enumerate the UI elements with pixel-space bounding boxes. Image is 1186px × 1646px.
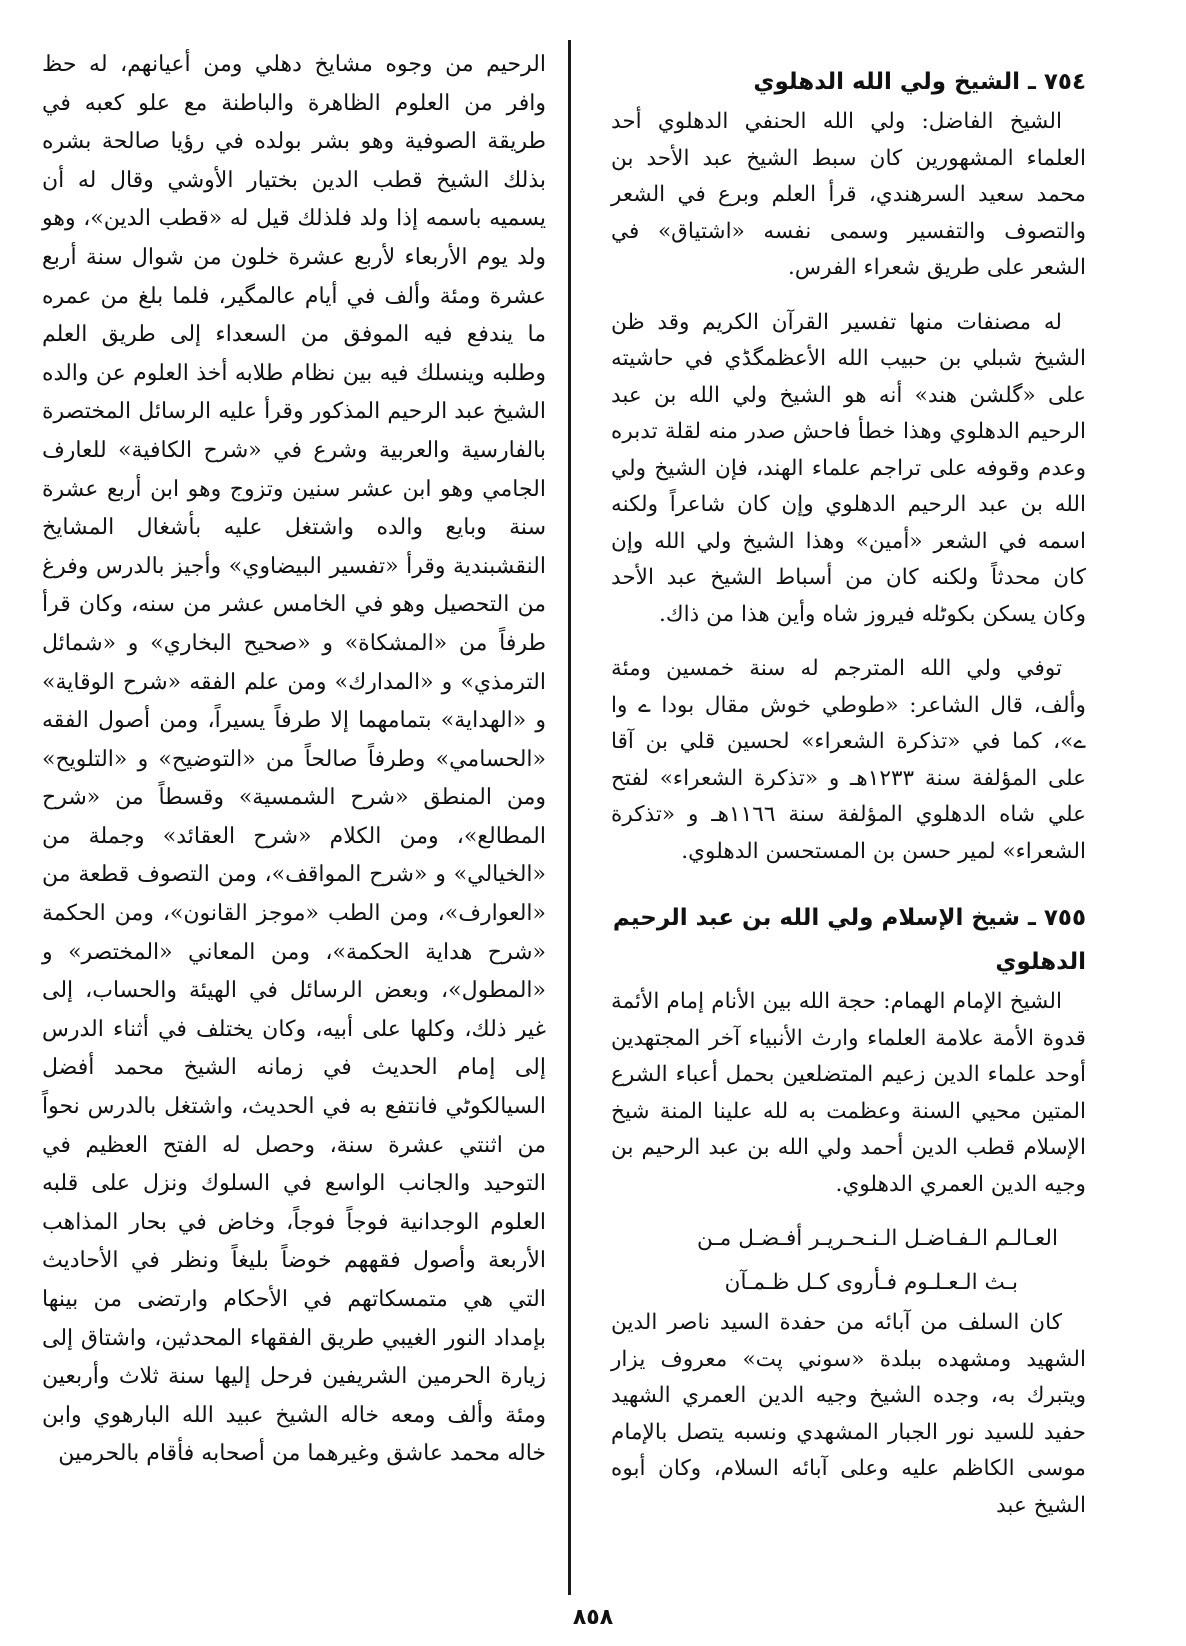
page-number: ٨٥٨ (572, 1605, 614, 1630)
verse-line-1: العـالـم الـفـاضـل الـنـحـريـر أفـضـل مـن (697, 1226, 1058, 1251)
left-column (42, 46, 546, 1474)
entry-755-heading: ٧٥٥ ـ شيخ الإسلام ولي الله بن عبد الرحيم الدهلوي (612, 905, 1086, 975)
left-column-paragraph: الرحيم من وجوه مشايخ دهلي ومن أعيانهم، له حظ وافر من العلوم الظاهرة والباطنة مع علو كعبه في طريقة الصوفية وهو بشر بولده في رؤيا صالحة بشره بذلك الشيخ قطب الدين بختيار الأوشي وقال له أن يسميه باسمه إذا ولد فلذلك قيل له «قطب الدين»، وهو ولد يوم الأربعاء لأربع عشرة خلون من شوال سنة أربع عشرة ومئة وألف في أيام عالمگير، فلما بلغ من عمره ما يندفع فيه الموفق من السعداء إلى طريق العلم وطلبه وينسلك فيه بين نظام طلابه أخذ العلوم عن والده الشيخ عبد الرحيم المذكور وقرأ عليه الرسائل المختصرة بالفارسية والعربية وشرع في «شرح الكافية» للعارف الجامي وهو ابن عشر سنين وتزوج وهو ابن أربع عشرة سنة وبايع والده واشتغل عليه بأشغال المشايخ النقشبندية وقرأ «تفسير البيضاوي» وأجيز بالدرس وفرغ من التحصيل وهو في الخامس عشر من سنه، وكان قرأ طرفاً من «المشكاة» و «صحيح البخاري» و «شمائل الترمذي» و «المدارك» ومن علم الفقه «شرح الوقاية» و «الهداية» بتمامهما إلا طرفاً يسيراً، ومن أصول الفقه «الحسامي» وطرفاً صالحاً من «التوضيح» و «التلويح» ومن المنطق «شرح الشمسية» وقسطاً من «شرح المطالع»، ومن الكلام «شرح العقائد» وجملة من «الخيالي» و «شرح المواقف»، ومن التصوف قطعة من «العوارف»، ومن الطب «موجز القانون»، ومن الحكمة «شرح هداية الحكمة»، ومن المعاني «المختصر» و «المطول»، وبعض الرسائل في الهيئة والحساب، إلى غير ذلك، وكلها على أبيه، وكان يختلف في أثناء الدرس إلى إمام الحديث في زمانه الشيخ محمد أفضل السيالكوٹي فانتفع به في الحديث، واشتغل بالدرس نحواً من اثنتي عشرة سنة، وحصل له الفتح العظيم في التوحيد والجانب الواسع في السلوك ونزل على قلبه العلوم الوجدانية فوجاً فوجاً، وخاض في بحار المذاهب الأربعة وأصول فقههم خوضاً بليغاً ونظر في الأحاديث التي هي متمسكاتهم في الأحكام وارتضى من بينها بإمداد النور الغيبي طريق الفقهاء المحدثين، واشتاق إلى زيارة الحرمين الشريفين فرحل إليها سنة ثلاث وأربعين ومئة وألف ومعه خاله الشيخ عبيد الله البارهوي وابن خاله محمد عاشق وغيرهما من أصحابه فأقام بالحرمين (42, 52, 546, 1467)
entry-754-paragraph-3: توفي ولي الله المترجم له سنة خمسين ومئة وألف، قال الشاعر: «طوطي خوش مقال بودا ے وا ے»، كما في «تذكرة الشعراء» لحسين قلي بن آقا على المؤلفة سنة ١٢٣٣هـ و «تذكرة الشعراء» لفتح علي شاه الدهلوي المؤلفة سنة ١١٦٦هـ و «تذكرة الشعراء» لمير حسن بن المستحسن الدهلوي. (611, 656, 1086, 864)
verse-line-2: بـث الـعـلـوم فـأروى كـل ظـمـآن (724, 1270, 1018, 1295)
entry-754-paragraph-1: الشيخ الفاضل: ولي الله الحنفي الدهلوي أحد العلماء المشهورين كان سبط الشيخ عبد الأحد بن محمد سعيد السرهندي، قرأ العلم وبرع في الشعر والتصوف والتفسير وسمى نفسه «اشتياق» في الشعر على طريق شعراء الفرس. (611, 109, 1086, 280)
right-column (611, 50, 1086, 1524)
entry-754-paragraph-2: له مصنفات منها تفسير القرآن الكريم وقد ظن الشيخ شبلي بن حبيب الله الأعظمگڈي في حاشيته على «گلشن هند» أنه هو الشيخ ولي الله بن عبد الرحيم الدهلوي وهذا خطأ فاحش صدر منه لقلة تدبره وعدم وقوفه على تراجم علماء الهند، فإن الشيخ ولي الله بن عبد الرحيم الدهلوي وإن كان شاعراً ولكنه اسمه في الشعر «أمين» وهذا الشيخ ولي الله وإن كان محدثاً ولكنه كان من أسباط الشيخ عبد الأحد وكان يسكن بكوٹله فيروز شاه وأين هذا من ذاك. (611, 309, 1086, 627)
entry-755-paragraph-2: كان السلف من آبائه من حفدة السيد ناصر الدين الشهيد ومشهده ببلدة «سوني پت» معروف يزار ويتبرك به، وجده الشيخ وجيه الدين العمري الشهيد حفيد للسيد نور الجبار المشهدي ونسبه يتصل بالإمام موسى الكاظم عليه وعلى آبائه السلام، وكان أبوه الشيخ عبد (611, 1310, 1086, 1518)
column-divider (568, 40, 571, 1595)
entry-754-heading: ٧٥٤ ـ الشيخ ولي الله الدهلوي (753, 69, 1086, 95)
entry-755-paragraph-1: الشيخ الإمام الهمام: حجة الله بين الأنام إمام الأئمة قدوة الأمة علامة العلماء وارث الأنبياء آخر المجتهدين أوحد علماء الدين زعيم المتضلعين بحمل أعباء الشرع المتين محيي السنة وعظمت به لله علينا المنة شيخ الإسلام قطب الدين أحمد ولي الله بن عبد الرحيم بن وجيه الدين العمري الدهلوي. (611, 989, 1086, 1197)
poetry-verse (611, 1217, 1086, 1305)
